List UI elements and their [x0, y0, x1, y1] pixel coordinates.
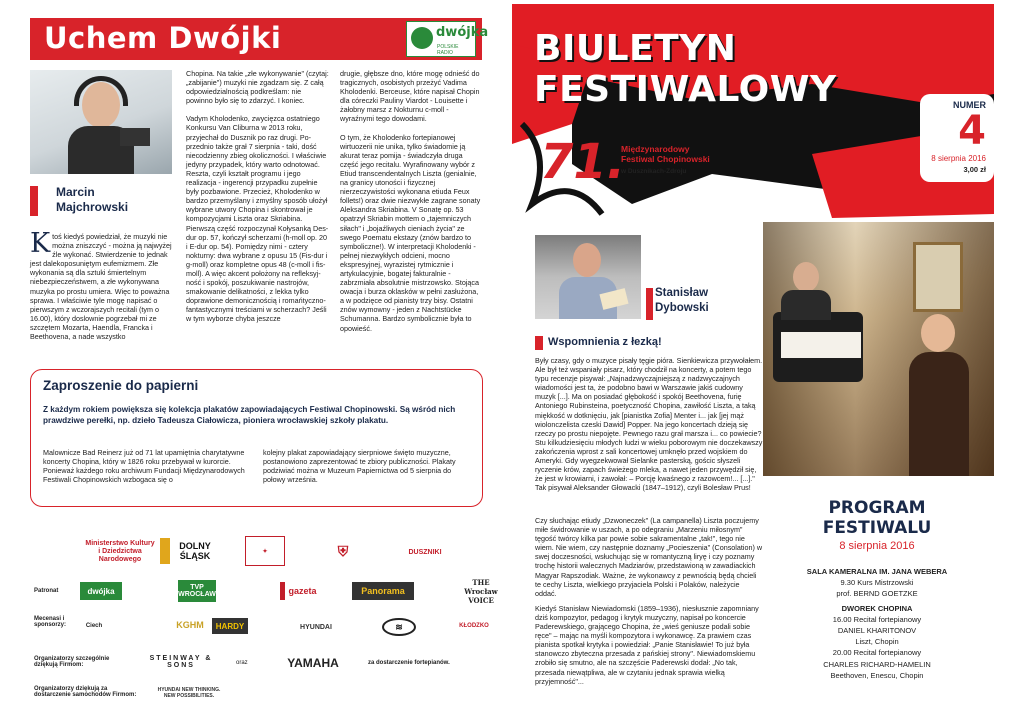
invitation-box	[30, 369, 483, 507]
organizatorzy-label: Organizatorzy szczególnie dziękują Firmom:	[34, 656, 110, 668]
author2-first-name: Stanisław	[655, 287, 709, 299]
mecenasi-label: Mecenasi i sponsorzy:	[34, 616, 67, 628]
festival-name: Międzynarodowy Festiwal Chopinowski	[621, 144, 710, 164]
masterclass-photo	[763, 222, 994, 476]
emblem-logo: ✦	[245, 536, 285, 566]
samochody-label: Organizatorzy dziękują za dostarczenie samochodów Firmom:	[34, 686, 137, 698]
invitation-text-1: Malownicze Bad Reinerz już od 71 lat upamiętnia charytatywne koncerty Chopina, który w 1826 roku przebywał w kurorcie. Ponieważ każdego roku archiwum Fundacji Międzynarodowych Festiwali Chopinowskich wzbogaca się o	[43, 448, 245, 485]
hardy-logo: HARDY	[212, 618, 248, 634]
author2-last-name: Dybowski	[655, 302, 709, 314]
yamaha-logo: YAMAHA	[287, 656, 339, 670]
author-photo	[30, 70, 172, 174]
article-text-1: toś kiedyś powiedział, że muzyki nie można zniszczyć - można ją najwyżej źle wykonać. Stwierdzenie to jednak jest dalekoposuniętym eufemizmem. Złe wykonania są dla sztuki śmiertelnym niebezpieczeństwem, a złe wykonywana muzyka po prostu umiera. Więc to poważna sprawa. I właściwie tyle mogę napisać o pierwszym z wczorajszych recitali (tym o 16.00), który doslownie pogrzebał mi ze szczętem Mozarta, Haendla, Francka i Beethovena, a nade wszystko	[30, 232, 172, 342]
author2-marker	[646, 288, 653, 320]
issue-label: NUMER	[953, 100, 986, 110]
dwojka-logo	[406, 21, 489, 57]
invitation-title: Zaproszenie do papierni	[43, 378, 199, 393]
festival-place: w Dusznikach-Zdroju	[621, 168, 687, 175]
program-item: 20.00 Recital fortepianowy	[832, 648, 922, 658]
kghm-logo: KGHM	[176, 620, 204, 630]
festival-website-link[interactable]: www.festival.pl	[717, 194, 827, 204]
author-marker	[30, 186, 38, 216]
sponsors-area	[30, 522, 498, 722]
ciech-logo: Ciech	[85, 623, 103, 629]
memories-text-b: Czy słuchając etiudy „Dzwoneczek" (La campanella) Liszta poczujemy miłe świdrowanie w uszach, a po odegraniu „Marzeniu miłosnym" tęgość twórcy kilka par powie sobie sakramentalne „tak!", tego nie wiem. Nie wiem, czy następnie doznamy „Pocieszenia" (Consolation) w swej doczesności, wsłuchując się w romantyczną liryę i czy poznamy trochę historii walecznych Madziarów, przedstawioną w zawadiackich Magyar Rapszodiak. Ważne, że wykonawcy z pewnością będą chcieli te cechy Liszta, wielkiego przyjaciela Polski i Polaków, należycie oddać.	[535, 516, 763, 598]
article-column-2	[186, 69, 329, 324]
dwojka-logo-icon	[411, 27, 433, 49]
fortepian-label: za dostarczenie fortepianów.	[368, 660, 450, 666]
article-text-3b: O tym, że Kholodenko fortepianowej wirtuozerii nie unika, tylko świadomie ją akurat teraz pomija - świadczyła druga część jego recitalu. Wyrafinowany wybór z Etiud transcendentalnych Liszta (genialnie, na granicy utoności i fizycznej nierzeczywistości wykonana etiuda Feux follets!) oraz dwie niezwykłe zagrane sonaty Aleksandra Skriabina. V Sonatę op. 53 opatrzył Skriabin mottem o „tajemniczych siłach" i „bojaźliwych cieniach życia" ze swego Poematu ekstazy (znów bardzo to symboliczne!). W interpretacji Kholodenki - pełnej niezwykłych odcieni, mocno ekspresyjnej, wyrazistej rytmicznie i artykulacyjnie, bogatej fakturalnie - zabrzmiała absolutnie mistrzowsko. Stojąca owacja i burza oklasków w pełni zasłużona, a w podzięce od pianisty trzy bisy. Ostatni znów wymowny - jeden z Nachtstücke Schumanna. Bardzo symbolicznie była to opowieść.	[340, 132, 481, 333]
patronat-label: Patronat	[34, 588, 59, 594]
steinway-logo: STEINWAY & SONS	[149, 655, 213, 669]
issue-date: 8 sierpnia 2016	[931, 154, 986, 163]
article-text-2b: Vadym Kholodenko, zwycięzca ostatniego Konkursu Van Cliburna w 2013 roku, przyjechał do Dusznik po raz drugi. Poprzednio także grał 7 sierpnia - taki, dość niecodzienny zbieg okoliczności. I właściwie jedyny przypadek, który warto odnotować. Reszta, czyli kształt programu i jego realizacja - ingerencji przypadku zupełnie były pozbawione. Przecież, Kholodenko w bardzo przemyślany i zmyślny sposób ułożył wybrane utwory Chopina i skontrował je kompozycjami Liszta oraz Skriabina. Pierwszą część rozpoczynał Kołysanką Des-dur op. 57, kończył scherzami (h-moll op. 20 i E-dur op. 54). Pomiędzy nimi - cztery nokturny: dwa wybrane z opusu 15 (Fis-dur i g-moll) oraz kompletne opus 48 (c-moll i fis-moll). A więc akcent położony na refleksyjność i spokój, poszukiwanie nastrojów, smakowanie delikatności, z lekka tylko doprawione demonicznością i romańtyczno-fantastycznymi treściami w scherzach? Jeśli w tym wyborze chyba jeszcze	[186, 114, 329, 324]
tvp-logo: TVP WROCŁAW	[178, 580, 216, 602]
panorama-logo: Panorama	[352, 582, 414, 600]
hyundai-logo: HYUNDAI	[300, 623, 332, 631]
dwojka-logo-sub: POLSKIE RADIO	[437, 44, 459, 56]
author2-name	[655, 286, 709, 316]
issue-price: 3,00 zł	[963, 165, 986, 174]
gazeta-logo: gazeta	[280, 582, 320, 600]
program-item: DANIEL KHARITONOV	[837, 626, 917, 636]
bulletin-title: BIULETYN FESTIWALOWY	[534, 28, 837, 110]
program-item: Beethoven, Enescu, Chopin	[830, 670, 924, 680]
issue-number-box	[920, 94, 994, 182]
memories-text-a: Były czasy, gdy o muzyce pisały tęgie pióra. Sienkiewicza przywołałem. Ale był też wspaniały pisarz, który chodził na koncerty, a potem tego typu recenzje pisywał: „Najnadzwyczajniejszą z nadzwyczajnych wiadomości jest ta, że podobno bawi w Warszawie jakiś cudowny muzyk [...]. Ma on posiadać głębokość i spokój Beethovena, furię Antoniego Rubinsteina, poetyczność Chopina, zawiłość Liszta, a taką miękkość w dotknięciu, jak [pianistka Zofia] Menter i... jak [jej mąż wiolonczelista czeski Dawid] Popper. Na jego koncertach dzieją się rzeczy po prostu niepojęte. Pewnego razu grał marsza i... co powiecie? Stu kilkudziesięciu młodych ludzi w wieku poborowym nie doczekawszy zakończenia wprost z sali koncertowej umknęło przed wojskiem do Ameryki. Gdy wyegzekwował Sielanke pasterską, gościc słyszeli ryczenie krów, zapach świeżego mleka, a nawet jeden przywędził się, że jest w krowiarni, i zawołał: – Porcję kwaśnego z razowcem!... [...]." Tak pisywał Aleksander Głowacki (1847–1912), czyli Bolesław Prus!	[535, 356, 763, 493]
program-item: Liszt, Chopin	[855, 637, 899, 647]
column-header	[30, 18, 489, 60]
dwojka-patron-logo: dwójka	[80, 582, 122, 600]
program-heading	[775, 498, 979, 552]
article-column-1	[30, 228, 172, 342]
deco-logo: ≋	[382, 618, 416, 636]
article-text-2a: Chopina. Na takie „złe wykonywanie" (czytaj: „zabijanie") muzyki nie zgadzam się. Z całą odpowiedzialnością podkreślam: nie powinno było się to zdarzyć. I koniec.	[186, 69, 329, 106]
duszniki-logo: DUSZNIKI	[408, 548, 442, 556]
program-item: CHARLES RICHARD-HAMELIN	[823, 659, 931, 669]
author2-photo	[535, 235, 641, 319]
ministerstwo-logo: Ministerstwo Kultury i Dziedzictwa Narodowego	[85, 540, 155, 563]
author-name	[56, 185, 128, 215]
memories-title: Wspomnienia z łezką!	[548, 336, 662, 348]
memories-text-block	[535, 356, 763, 492]
program-item: DWOREK CHOPINA	[841, 603, 913, 613]
column-title: Uchem Dwójki	[44, 21, 282, 55]
program-item: prof. BERND GOETZKE	[836, 589, 918, 599]
program-date: 8 sierpnia 2016	[839, 540, 915, 552]
dolny-slask-logo: DOLNY ŚLĄSK	[160, 538, 220, 564]
invitation-text-2: kolejny plakat zapowiadający sierpniowe święto muzyczne, postanowiono zaprezentować te zbiory publiczności. Plakaty podziwiać można w Muzeum Papiernictwa od 5 sierpnia do połowy września.	[263, 448, 456, 485]
memories-marker	[535, 336, 543, 350]
drop-cap: K	[30, 228, 51, 259]
program-title: PROGRAM FESTIWALU	[822, 498, 932, 538]
oraz-label: oraz	[236, 660, 248, 666]
coat-of-arms-icon: ⛨	[337, 542, 349, 559]
article-text-3a: drugie, głębsze dno, które mogę odnieść do tragicznych, osobistych przeżyć Vadima Kholodenki. Berceuse, które napisał Chopin dla córeczki Pauliny Viardot - Louisette i żałobny marsz z Nokturnu c-moll - wyraźnymi tego dowodami.	[340, 69, 480, 124]
author-first-name: Marcin	[56, 185, 95, 199]
hyundai-cars-logo: HYUNDAI NEW THINKING. NEW POSSIBILITIES.	[157, 687, 221, 699]
issue-number: 4	[958, 108, 986, 154]
article-column-3	[340, 69, 482, 333]
program-list	[775, 566, 979, 681]
memories-text-c: Kiedyś Stanisław Niewiadomski (1859–1936), niesłusznie zapomniany dziś kompozytor, pedagog i krytyk muzyczny, napisał po koncercie Paderewskiego, grającego Chopina, że „wieś geniusze podali sobie ręce" – mając na myśli kompozytora i wykonawcę. Za prawiem czas pianista spotkał krytyka i powiedział: „Panie Stanisławie! To już była stanowczo zbyteczna przesada z pańskiej strony". Niewiadomskiemu zrobiło się smutno, ale na szczęście Paderewski dodał: „No tak, przesada niewątpliwa, ale w czytaniu jednak sprawia wielką przyjemność"...	[535, 603, 759, 686]
invitation-lead: Z każdym rokiem powiększa się kolekcja plakatów zapowiadających Festiwal Chopinowski. Są wśród nich prawdziwe perełki, np. dzieło Tadeusza Ciałowicza, pioniera wrocławskiej szkoły plakatu.	[43, 405, 456, 425]
memories-text-block-2	[535, 516, 763, 686]
program-item: 9.30 Kurs Mistrzowski	[840, 578, 914, 588]
voice-logo: THE Wrocław VOICE	[464, 577, 498, 605]
author-last-name: Majchrowski	[56, 200, 129, 214]
festival-edition: 71.	[540, 134, 626, 190]
dwojka-logo-word: dwójka	[436, 25, 489, 40]
program-item: 16.00 Recital fortepianowy	[832, 614, 922, 624]
program-item: SALA KAMERALNA IM. JANA WEBERA	[806, 567, 948, 576]
klodzko-logo: KŁODZKO	[459, 623, 489, 629]
